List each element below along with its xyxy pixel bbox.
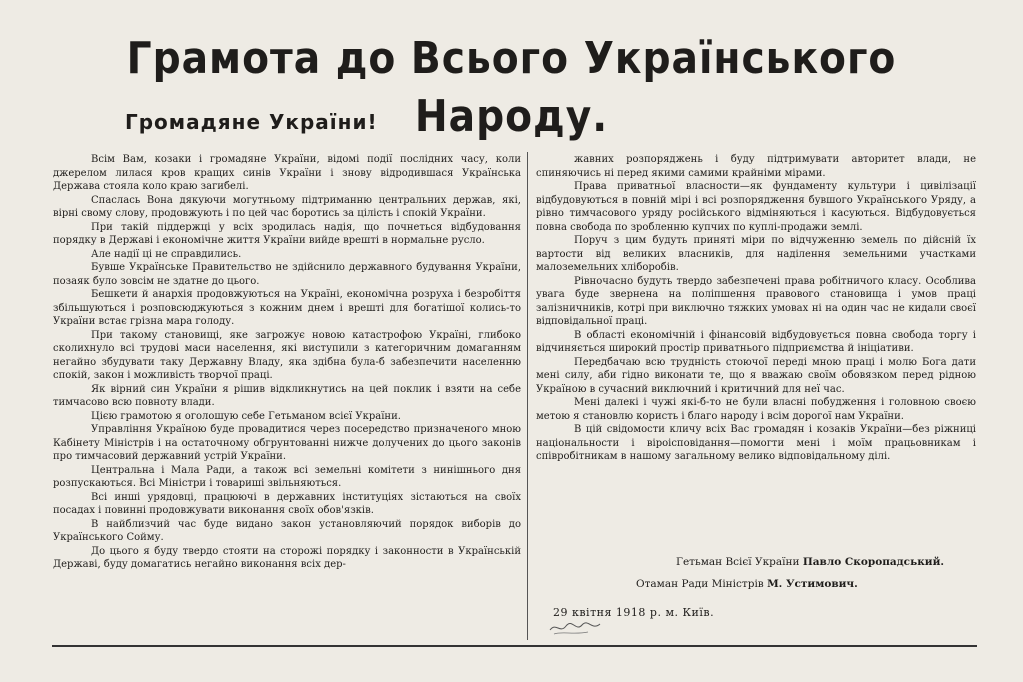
left-column (53, 153, 521, 572)
column-divider (527, 152, 528, 640)
right-paragraph: жавних розпоряджень і буду підтримувати авторитет влади, не спиняючись ні перед якими самими крайніми мірами. (536, 154, 976, 179)
left-paragraph: Але надії ці не справдились. (91, 248, 242, 260)
otaman-role: Отаман Ради Міністрів (636, 578, 764, 590)
right-paragraph: Рівночасно будуть твердо забезпечені права робітничого класу. Особлива увага буде звернена на поліпшення правового становища і умов праці залізничників, котрі при виключно тяжких умовах ні на один час не кидали своєї відповідальної праці. (536, 275, 976, 327)
left-paragraph: Цією грамотою я оголошую себе Гетьманом всієї України. (91, 410, 401, 422)
hetman-signature-line (676, 556, 944, 568)
left-paragraph: Управління Україною буде провадитися через посередство призначеного мною Кабінету Міністрів і на остаточному обгрунтованні нижче долучених до цього законів про тимчасовий державний устрій України. (53, 424, 521, 462)
left-paragraph: Спаслась Вона дякуючи могутньому підтриманню центральних держав, які, вірні свому слову, продовжують і по цей час боротись за цілість і спокій України. (53, 194, 521, 219)
left-paragraph: При такій піддержці у всіх зродилась надія, що почнеться відбудовання порядку в Державі і економічне життя України вийде врешті в нормальне русло. (53, 221, 521, 246)
right-paragraph: Права приватньої власности—як фундаменту культури і цивілізації відбудовуються в повній мірі і всі розпорядження бувшого Українського Уряду, а рівно тимчасового уряду російського відміняються і касуються. Відбудовується повна свобода по зробленню купчих по куплі-продажи землі. (536, 181, 976, 233)
left-paragraph: До цього я буду твердо стояти на сторожі порядку і законности в Українській Державі, буду домагатись негайно виконання всіх дер- (53, 545, 521, 570)
document-subtitle: Громадяне України! (125, 110, 378, 134)
right-column (536, 153, 976, 464)
left-paragraph: В найблизчий час буде видано закон установляючий порядок виборів до Українського Сойму. (53, 518, 521, 543)
handwritten-mark (548, 616, 608, 638)
left-paragraph: Бувше Українське Правительство не здійснило державного будування України, позаяк було зовсім не здатне до цього. (53, 262, 521, 287)
right-paragraph: Мені далекі і чужі які-б-то не були власні побудження і головною своєю метою я становлю користь і благо народу і всім дорогої нам України. (536, 397, 976, 422)
right-paragraph: Поруч з цим будуть приняті міри по відчуженню земель по дійсній їх вартости від великих власників, для наділення земельними участками малоземельних хліборобів. (536, 235, 976, 273)
hetman-role: Гетьман Всієї України (676, 556, 800, 568)
left-paragraph: Як вірний син України я рішив відкликнутись на цей поклик і взяти на себе тимчасово всю повноту влади. (53, 383, 521, 408)
left-paragraph: Всім Вам, козаки і громадяне України, відомі події послідних часу, коли джерелом лилася кров кращих синів України і знову відродившася Українська Держава стояла коло краю загибелі. (53, 154, 521, 192)
left-paragraph: При такому становищі, яке загрожує новою катастрофою Україні, глибоко сколихнуло всі трудові маси населення, які виступили з категоричним домаганням негайно збудувати таку Державну Владу, яка здібна була-б забезпечити населенню спокій, закон і можливість творчої праці. (53, 329, 521, 381)
right-paragraph: Передбачаю всю трудність стоючої переді мною праці і молю Бога дати мені силу, аби гідно виконати те, що я вважаю своїм обовязком перед рідною Україною в сучасний виключний і критичний для неї час. (536, 356, 976, 395)
document-title: Грамота до Всього Українського Народу. (126, 33, 897, 142)
otaman-signature-line (636, 578, 858, 590)
left-paragraph: Всі инші урядовці, працюючі в державних інституціях зістаються на своїх посадах і повинні продовжувати виконання своїх обов'язків. (53, 491, 521, 516)
right-paragraph: В цій свідомости кличу всіх Вас громадян і козаків України—без ріжниці національности і віроісповідання—помогти мені і моїм працьовникам і співробітникам в нашому загальному велико відповідальному ділі. (536, 424, 976, 462)
hetman-name: Павло Скоропадський. (802, 556, 945, 568)
right-paragraph: В області економічній і фінансовій відбудовується повна свобода торгу і відчиняється широкий простір приватнього підприємства й ініціативи. (536, 329, 976, 354)
date-and-place: 29 квітня 1918 р. м. Київ. (553, 606, 715, 619)
left-paragraph: Бешкети й анархія продовжуються на Україні, економічна розруха і безробіття збільшуються і розповсюджуються з кожним днем і врешті для богатішої колись-то України встає грізна мара голоду. (53, 289, 521, 327)
bottom-rule (52, 645, 977, 647)
otaman-name: М. Устимович. (767, 578, 858, 590)
left-paragraph: Центральна і Мала Ради, а також всі земельні комітети з нинішнього дня розпускаються. Всі Міністри і товариші звільняються. (53, 464, 521, 489)
